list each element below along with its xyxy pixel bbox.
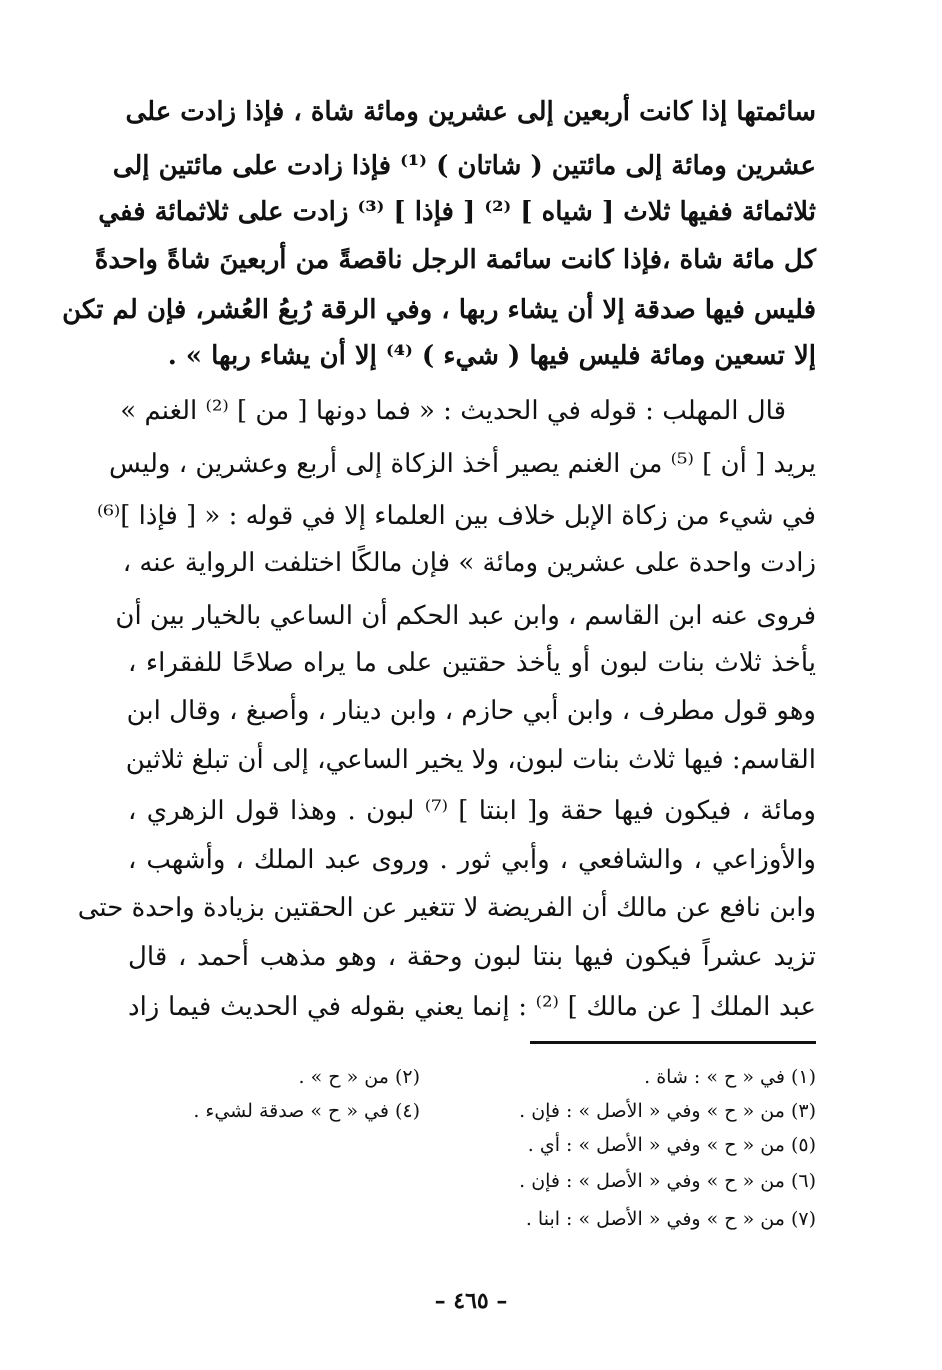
footnote: (٢) من « ح » . xyxy=(298,1066,420,1088)
text-line: قال المهلب : قوله في الحديث : « فما دونها [ من ] ⁽²⁾ الغنم » xyxy=(120,396,786,426)
text-line: عبد الملك [ عن مالك ] ⁽²⁾ : إنما يعني بقوله في الحديث فيما زاد xyxy=(128,992,817,1022)
footnote: (٥) من « ح » وفي « الأصل » : أي . xyxy=(527,1134,816,1156)
text-line: سائمتها إذا كانت أربعين إلى عشرين ومائة شاة ، فإذا زادت على xyxy=(125,97,816,127)
text-line: فروى عنه ابن القاسم ، وابن عبد الحكم أن الساعي بالخيار بين أن xyxy=(115,601,816,631)
footnote: (٧) من « ح » وفي « الأصل » : ابنا . xyxy=(525,1208,816,1230)
text-line: وهو قول مطرف ، وابن أبي حازم ، وابن دينار ، وأصبغ ، وقال ابن xyxy=(126,696,816,726)
text-line: كل مائة شاة ،فإذا كانت سائمة الرجل ناقصةً من أربعينَ شاةً واحدةً xyxy=(94,245,816,275)
footnote-separator xyxy=(530,1041,816,1044)
footnote: (١) في « ح » : شاة . xyxy=(644,1066,816,1088)
text-line: فليس فيها صدقة إلا أن يشاء ربها ، وفي الرقة رُبعُ العُشر، فإن لم تكن xyxy=(62,295,816,325)
text-line: ومائة ، فيكون فيها حقة و[ ابنتا ] ⁽⁷⁾ لبون . وهذا قول الزهري ، xyxy=(128,796,816,826)
text-line: يريد [ أن ] ⁽⁵⁾ من الغنم يصير أخذ الزكاة إلى أربع وعشرين ، وليس xyxy=(108,449,816,479)
footnote: (٦) من « ح » وفي « الأصل » : فإن . xyxy=(519,1170,816,1192)
text-line: والأوزاعي ، والشافعي ، وأبي ثور . وروى عبد الملك ، وأشهب ، xyxy=(128,845,816,875)
page-number: – ٤٦٥ – xyxy=(434,1288,508,1314)
text-line: ثلاثمائة ففيها ثلاث [ شياه ] ⁽²⁾ [ فإذا ] ⁽³⁾ زادت على ثلاثمائة ففي xyxy=(98,197,816,227)
text-line: يأخذ ثلاث بنات لبون أو يأخذ حقتين على ما يراه صلاحًا للفقراء ، xyxy=(128,648,816,678)
text-line: تزيد عشراً فيكون فيها بنتا لبون وحقة ، وهو مذهب أحمد ، قال xyxy=(128,942,816,972)
footnote: (٤) في « ح » صدقة لشيء . xyxy=(193,1100,420,1122)
text-line: في شيء من زكاة الإبل خلاف بين العلماء إلا في قوله : « [ فإذا ]⁽⁶⁾ xyxy=(96,501,816,531)
text-line: وابن نافع عن مالك أن الفريضة لا تتغير عن الحقتين بزيادة واحدة حتى xyxy=(77,893,816,923)
footnote: (٣) من « ح » وفي « الأصل » : فإن . xyxy=(519,1100,816,1122)
text-line: زادت واحدة على عشرين ومائة » فإن مالكًا اختلفت الرواية عنه ، xyxy=(122,548,816,578)
text-line: عشرين ومائة إلى مائتين ( شاتان ) ⁽¹⁾ فإذا زادت على مائتين إلى xyxy=(112,151,816,181)
text-line: القاسم: فيها ثلاث بنات لبون، ولا يخير الساعي، إلى أن تبلغ ثلاثين xyxy=(125,745,816,775)
text-line: إلا تسعين ومائة فليس فيها ( شيء ) ⁽⁴⁾ إلا أن يشاء ربها » . xyxy=(167,341,816,371)
